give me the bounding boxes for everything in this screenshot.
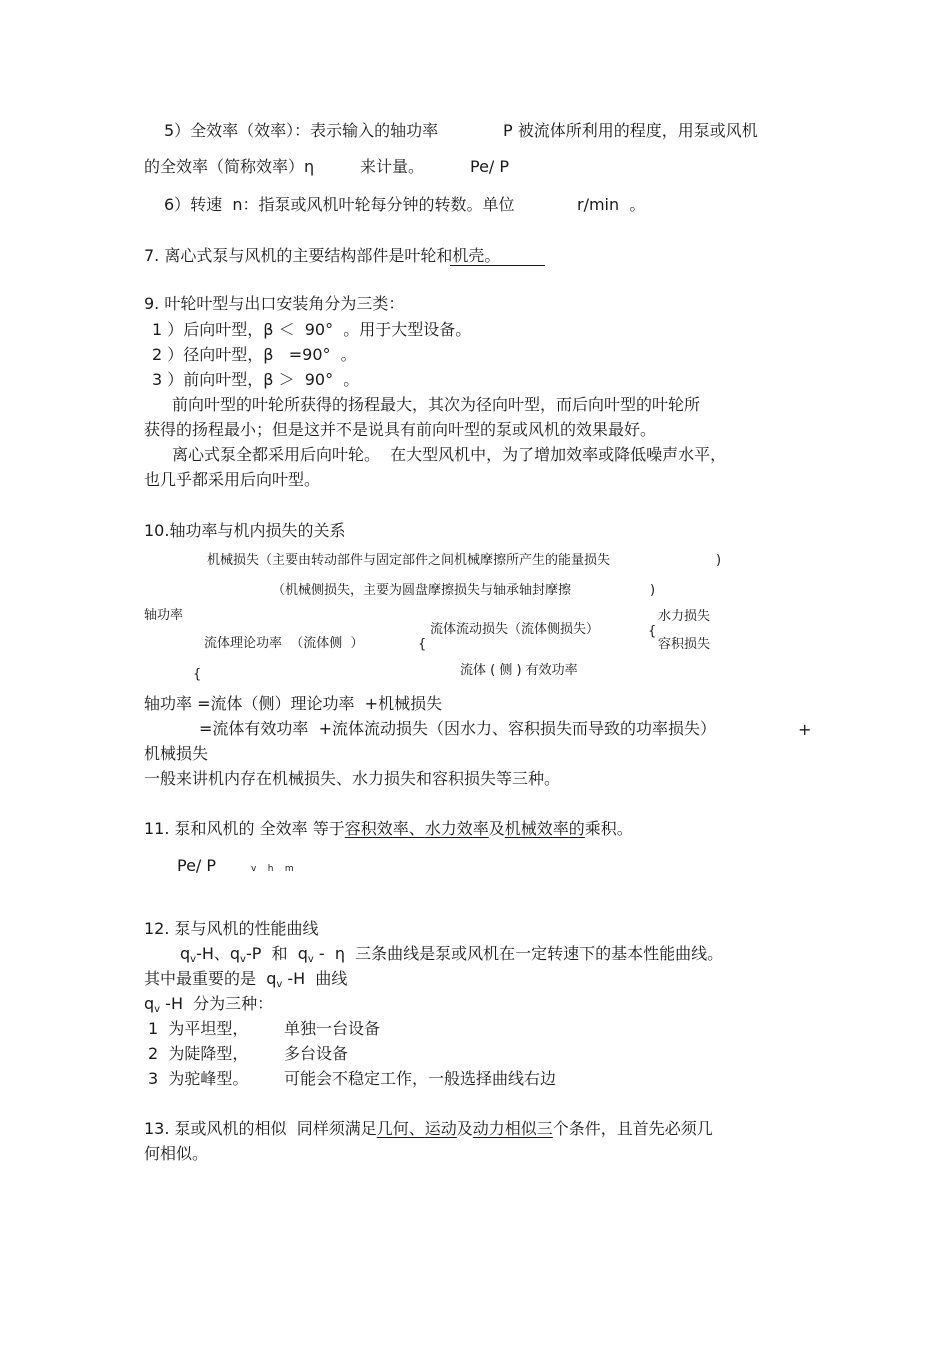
mechanical-loss-note-close: ) (650, 583, 656, 598)
q13-line-2: 何相似。 (144, 1144, 209, 1163)
brace-2: { (648, 624, 657, 639)
flow-loss: 流体流动损失（流体侧损失） (430, 622, 600, 637)
mechanical-loss: 机械损失（主要由转动部件与固定部件之间机械摩擦所产生的能量损失 (207, 553, 611, 568)
q11-formula: Pe/ P (177, 856, 217, 875)
q12-line-3: $q_v$ -H 分为三种： (144, 994, 274, 1015)
loss-summary: 一般来讲机内存在机械损失、水力损失和容积损失等三种。 (144, 769, 561, 788)
q7-underline (450, 265, 545, 266)
mechanical-loss-note: （机械侧损失，主要为圆盘摩擦损失与轴承轴封摩擦 (272, 583, 572, 598)
curve-type-3-desc: 可能会不稳定工作，一般选择曲线右边 (284, 1069, 557, 1088)
curve-type-1: 1 为平坦型， (148, 1019, 249, 1038)
efficiency-line-2: 的全效率（简称效率）η (144, 157, 315, 176)
efficiency-line-1b: P 被流体所利用的程度，用泵或风机 (503, 121, 758, 140)
q9-para-1a: 前向叶型的叶轮所获得的扬程最大，其次为径向叶型，而后向叶型的叶轮所 (172, 395, 701, 414)
q9-item-2: 2 ）径向叶型，β =90° 。 (152, 345, 357, 364)
curve-type-3: 3 为驼峰型。 (148, 1069, 249, 1088)
brace-3: { (193, 667, 202, 682)
q9-item-1: 1 ）后向叶型，β ＜ 90° 。用于大型设备。 (152, 320, 472, 339)
effective-power: 流体 ( 侧 ) 有效功率 (460, 663, 578, 678)
mechanical-loss-close: ) (716, 553, 722, 568)
efficiency-line-2b: 来计量。 (360, 157, 425, 176)
q12-title: 12. 泵与风机的性能曲线 (144, 919, 319, 938)
q9-title: 9. 叶轮叶型与出口安装角分为三类： (144, 294, 405, 313)
q9-para-2b: 也几乎都采用后向叶型。 (144, 470, 321, 489)
q10-title: 10.轴功率与机内损失的关系 (144, 521, 346, 540)
q13-line-1: 13. 泵或风机的相似 同样须满足几何、运动及动力相似三个条件，且首先必须几 (144, 1119, 713, 1138)
q11-text: 11. 泵和风机的 全效率 等于容积效率、水力效率及机械效率的乘积。 (144, 819, 633, 838)
speed-unit: r/min 。 (577, 195, 646, 214)
brace-1: { (418, 637, 427, 652)
q7-text: 7. 离心式泵与风机的主要结构部件是叶轮和机壳。 (144, 246, 501, 265)
q11-formula-subscripts: v h m (251, 864, 294, 874)
q9-para-1b: 获得的扬程最小；但是这并不是说具有前向叶型的泵或风机的效果最好。 (144, 420, 657, 439)
equation-2-plus: + (798, 720, 812, 739)
q12-line-1: $q_v-H$、$q_v-P$ 和 $q_v$ - η 三条曲线是泵或风机在一定转速下的基本性能曲线。 (180, 944, 724, 965)
efficiency-formula: Pe/ P (470, 157, 510, 176)
q9-para-2a: 离心式泵全都采用后向叶轮。 在大型风机中，为了增加效率或降低噪声水平， (172, 445, 727, 464)
speed-line: 6）转速 n：指泵或风机叶轮每分钟的转数。单位 (164, 195, 515, 214)
q12-line-2: 其中最重要的是 $q_v$ -H 曲线 (144, 969, 348, 990)
curve-type-2-desc: 多台设备 (284, 1044, 349, 1063)
equation-1: 轴功率 =流体（侧）理论功率 +机械损失 (144, 694, 443, 713)
curve-type-2: 2 为陡降型， (148, 1044, 249, 1063)
equation-3: 机械损失 (144, 744, 209, 763)
shaft-power-label: 轴功率 (144, 608, 184, 623)
efficiency-line-1: 5）全效率（效率）：表示输入的轴功率 (164, 121, 439, 140)
hydraulic-loss: 水力损失 (658, 609, 711, 624)
curve-type-1-desc: 单独一台设备 (284, 1019, 381, 1038)
theory-power: 流体理论功率 （流体侧 ） (204, 636, 364, 651)
q9-item-3: 3 ）前向叶型，β ＞ 90° 。 (152, 370, 360, 389)
volume-loss: 容积损失 (658, 637, 711, 652)
equation-2: =流体有效功率 +流体流动损失（因水力、容积损失而导致的功率损失） (199, 719, 716, 738)
